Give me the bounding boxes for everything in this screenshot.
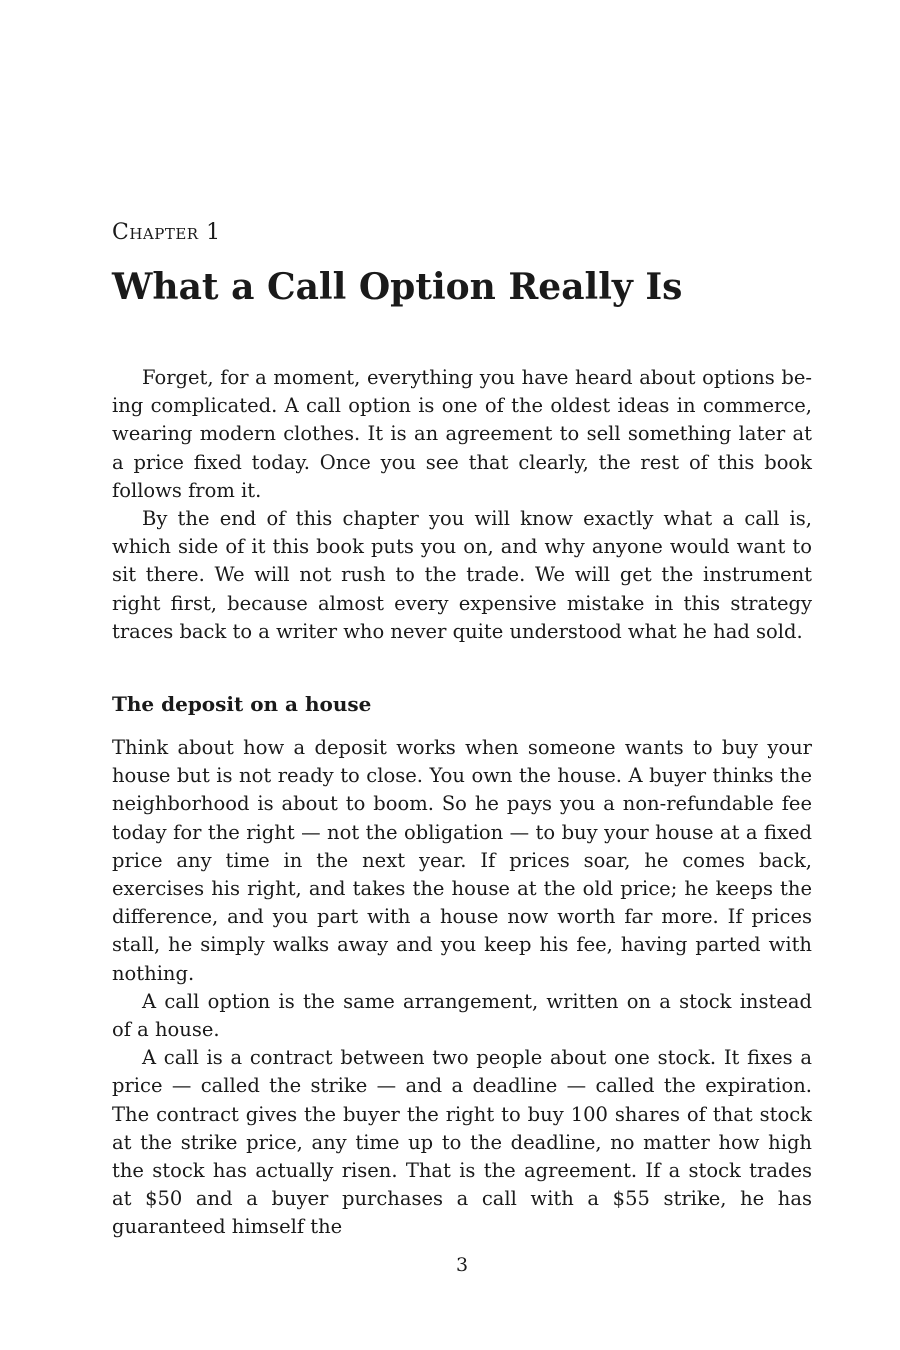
chapter-title: What a Call Option Really Is	[112, 266, 683, 308]
section-paragraph-2: A call option is the same arrangement, written on a stock instead of a house.	[112, 989, 812, 1042]
page-number: 3	[455, 1254, 469, 1276]
intro-paragraph-2: By the end of this chapter you will know exactly what a call is, which side of it this book puts you on, and why anyone would want to sit there. We will not rush to the trade. We will get the instrument right first, because almost every expensive mistake in this strategy traces back to a writer who never quite understood what he had sold.	[112, 507, 812, 643]
section-heading: The deposit on a house	[112, 692, 372, 716]
intro-paragraph-1: Forget, for a moment, everything you have heard about options being complicated. A call option is one of the oldest ideas in commerce, wearing modern clothes. It is an agreement to sell something later at a price fixed today. Once you see that clearly, the rest of this book follows from it.	[112, 366, 812, 502]
intro-text	[112, 364, 812, 646]
book-page	[112, 0, 812, 1350]
section-paragraph-1: Think about how a deposit works when someone wants to buy your house but is not ready to close. You own the house. A buyer thinks the neighborhood is about to boom. So he pays you a non-refundable fee today for the right — not the obligation — to buy your house at a fixed price any time in the next year. If prices soar, he comes back, exercises his right, and takes the house at the old price; he keeps the difference, and you part with a house now worth far more. If prices stall, he simply walks away and you keep his fee, having parted with nothing.	[112, 736, 812, 985]
section-paragraph-3: A call is a contract between two people about one stock. It fixes a price — called the strike — and a deadline — called the expiration. The contract gives the buyer the right to buy 100 shares of that stock at the strike price, any time up to the deadline, no matter how high the stock has actually risen. That is the agreement. If a stock trades at $50 and a buyer purchases a call with a $55 strike, he has guaranteed himself the	[112, 1046, 812, 1239]
chapter-label: Chapter 1	[112, 220, 221, 245]
section-text	[112, 734, 812, 1242]
